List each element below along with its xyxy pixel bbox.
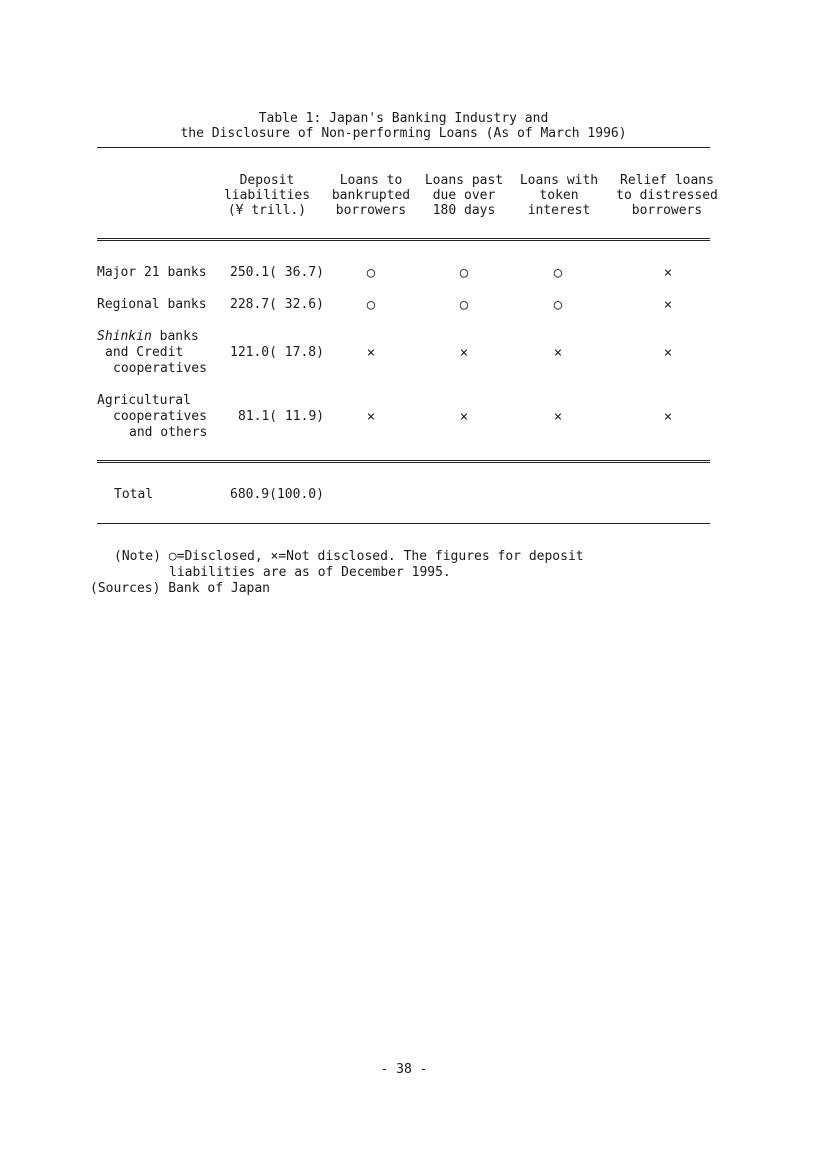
column-header-past-due: Loans past due over 180 days (424, 173, 504, 218)
column-header-deposit: Deposit liabilities (¥ trill.) (223, 173, 311, 218)
bottom-rule (97, 523, 710, 524)
deposit-value: 250.1( 36.7) (230, 265, 324, 280)
column-header-token-interest: Loans with token interest (519, 173, 599, 218)
deposit-value: 121.0( 17.8) (230, 345, 324, 360)
disclosure-mark: × (663, 409, 673, 425)
header-rule (97, 238, 710, 241)
column-header-relief-loans: Relief loans to distressed borrowers (616, 173, 718, 218)
column-header-bankrupted: Loans to bankrupted borrowers (331, 173, 411, 218)
disclosure-mark: × (663, 297, 673, 313)
table-title-line1: Table 1: Japan's Banking Industry and (258, 111, 549, 126)
disclosure-mark: × (459, 345, 469, 361)
top-rule (97, 147, 710, 148)
row-label-regional-banks: Regional banks (97, 297, 207, 312)
row-label-agricultural: Agricultural cooperatives and others (97, 393, 208, 440)
disclosure-mark: ○ (366, 265, 376, 281)
total-rule (97, 460, 710, 463)
note-line1: (Note) ○=Disclosed, ×=Not disclosed. The figures for deposit (114, 549, 584, 564)
disclosure-mark: × (553, 345, 563, 361)
disclosure-mark: ○ (553, 297, 563, 313)
disclosure-mark: × (663, 345, 673, 361)
disclosure-mark: × (459, 409, 469, 425)
deposit-value: 81.1( 11.9) (238, 409, 325, 424)
row-label-major-banks: Major 21 banks (97, 265, 207, 280)
total-deposit-value: 680.9(100.0) (230, 487, 324, 502)
disclosure-mark: × (366, 345, 376, 361)
disclosure-mark: ○ (366, 297, 376, 313)
sources-line: (Sources) Bank of Japan (90, 581, 271, 596)
page-number: - 38 - (380, 1062, 428, 1077)
disclosure-mark: ○ (459, 297, 469, 313)
total-label: Total (114, 487, 154, 502)
table-title-line2: the Disclosure of Non-performing Loans (As of March 1996) (180, 126, 627, 141)
disclosure-mark: × (663, 265, 673, 281)
disclosure-mark: × (366, 409, 376, 425)
note-line2: liabilities are as of December 1995. (169, 565, 451, 580)
disclosure-mark: ○ (553, 265, 563, 281)
deposit-value: 228.7( 32.6) (230, 297, 324, 312)
row-label-shinkin-banks: Shinkin banks and Credit cooperatives (97, 329, 207, 376)
shinkin-italic: Shinkin (97, 329, 152, 344)
disclosure-mark: × (553, 409, 563, 425)
disclosure-mark: ○ (459, 265, 469, 281)
